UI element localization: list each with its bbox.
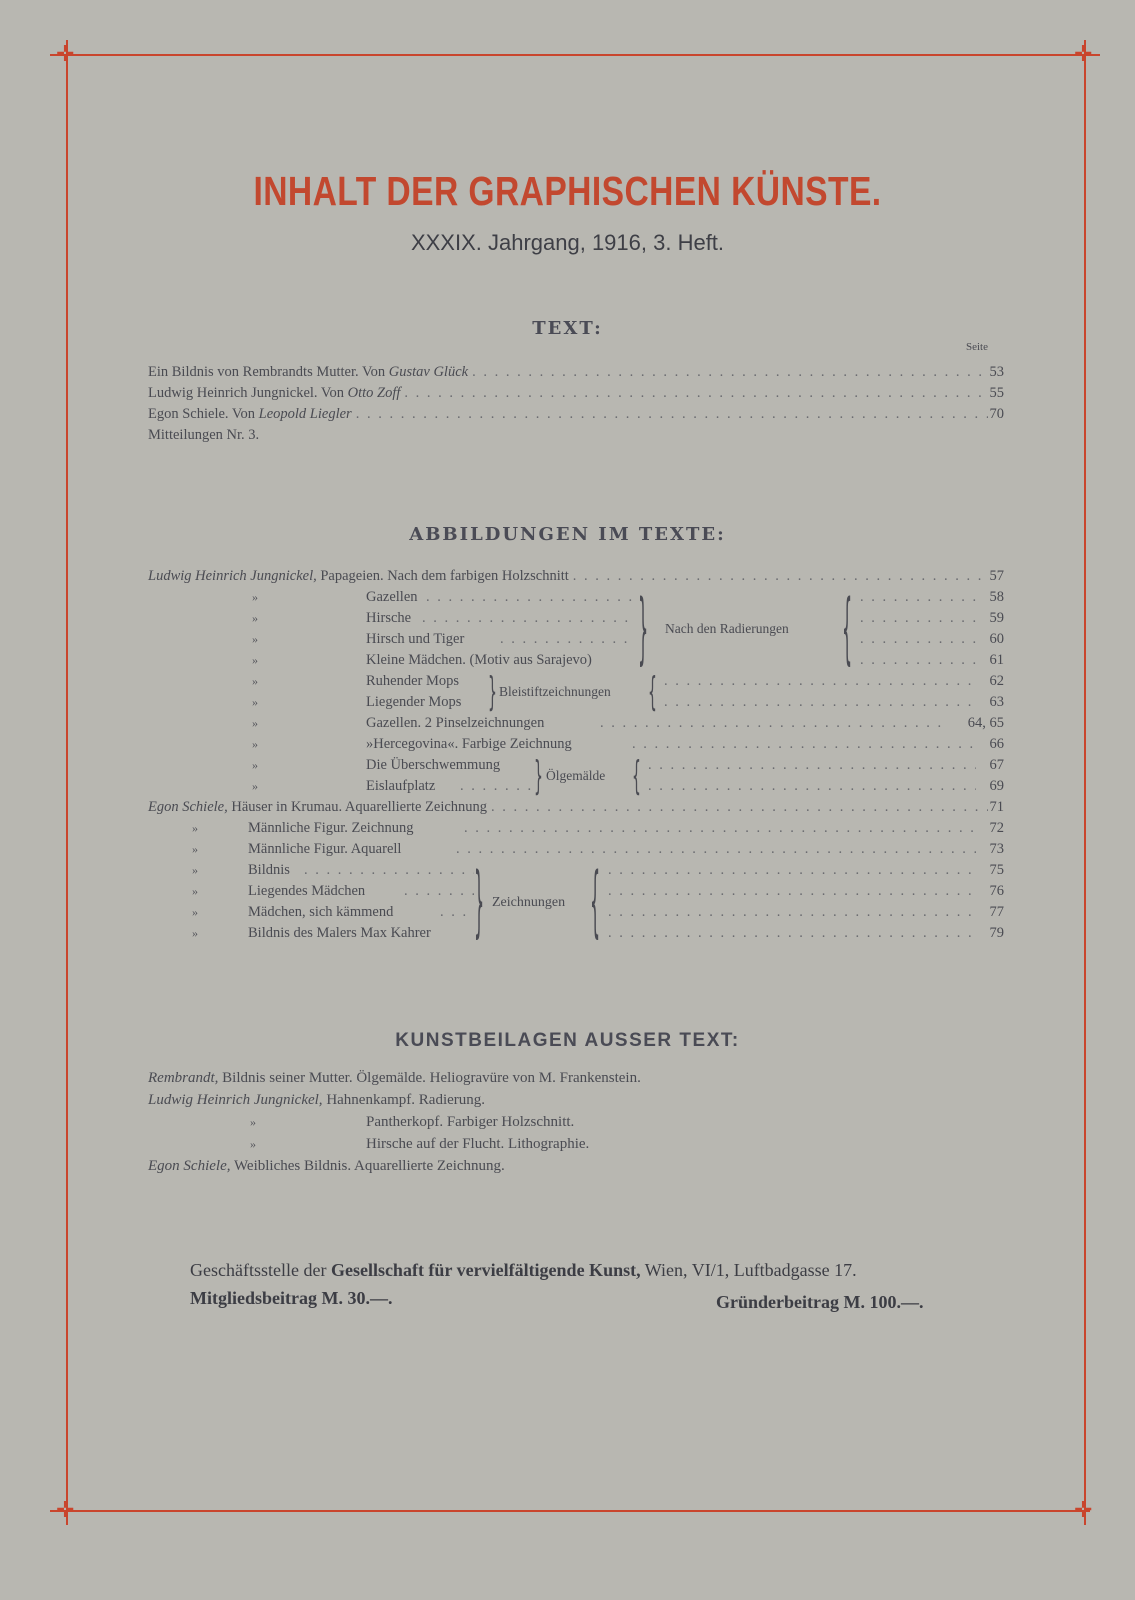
illustration-page: 76 [989,883,1004,899]
ditto-mark: » [250,1137,256,1151]
artist-name: Egon Schiele, [148,1158,231,1174]
illustration-page: 71 [989,799,1004,815]
leader-dots [608,860,976,880]
supplement-entry: Pantherkopf. Farbiger Holzschnitt. [366,1114,575,1130]
leader-dots [608,902,976,922]
ditto-mark: » [192,926,198,940]
toc-entry [148,383,1004,403]
ditto-mark: » [192,905,198,919]
supplement-entry: Hirsche auf der Flucht. Lithographie. [366,1136,590,1152]
illustration-page: 69 [989,778,1004,794]
illustration-title: Häuser in Krumau. Aquarellierte Zeichnung [231,799,488,815]
frame-left [66,40,68,1525]
frame-top [50,54,1100,56]
leader-dots [569,566,988,586]
leader-dots [460,776,532,796]
illustration-title: Gazellen. 2 Pinselzeichnungen [366,715,545,731]
illustration-page: 60 [989,631,1004,647]
illustration-entry [148,797,1004,817]
frame-right [1084,40,1086,1525]
left-brace-icon: { [632,752,641,799]
illustration-title: Bildnis des Malers Max Kahrer [248,925,431,941]
supplement-entry: Ludwig Heinrich Jungnickel, Hahnenkampf. Radierung. [148,1092,486,1108]
leader-dots [487,797,987,817]
ditto-mark: » [252,674,258,688]
corner-ornament-icon: ✛ [1074,42,1093,67]
illustration-title: Hirsch und Tiger [366,631,465,647]
right-brace-icon: } [488,668,497,715]
member-fee: Mitgliedsbeitrag M. 30.—. [190,1288,393,1308]
illustration-page: 72 [989,820,1004,836]
toc-entry [148,362,1004,382]
illustration-title: Liegender Mops [366,694,462,710]
illustration-title: Hirsche [366,610,412,626]
leader-dots [608,881,976,901]
section-heading-text: TEXT: [532,318,603,339]
illustration-page: 64, 65 [967,715,1004,731]
corner-ornament-icon: ✛ [56,42,75,67]
illustration-title: Kleine Mädchen. (Motiv aus Sarajevo) [366,652,592,668]
corner-ornament-icon: ✛ [56,1498,75,1523]
leader-dots [608,923,976,943]
frame-bottom [50,1510,1090,1512]
leader-dots [648,755,976,775]
leader-dots [664,671,976,691]
illustration-page: 75 [989,862,1004,878]
leader-dots [422,608,634,628]
leader-dots [468,362,987,382]
group-label: Nach den Radierungen [665,621,789,636]
illustration-title: Männliche Figur. Zeichnung [248,820,414,836]
leader-dots [456,839,976,859]
leader-dots [404,881,474,901]
illustration-title: Mädchen, sich kämmend [248,904,394,920]
illustration-entry [148,566,1004,586]
group-label: Zeichnungen [492,895,566,910]
ditto-mark: » [252,695,258,709]
left-brace-icon: { [590,853,601,947]
ditto-mark: » [250,1115,256,1129]
illustration-title: Männliche Figur. Aquarell [248,841,402,857]
ditto-mark: » [252,590,258,604]
illustration-page: 59 [989,610,1004,626]
illustration-title: Bildnis [248,862,290,878]
illustration-title: Papageien. Nach dem farbigen Holzschnitt [320,568,569,584]
leader-dots [352,404,988,424]
ditto-mark: » [252,758,258,772]
leader-dots [664,692,976,712]
leader-dots [440,902,474,922]
leader-dots [464,818,976,838]
toc-entry-title: Egon Schiele. Von Leopold Liegler [148,406,352,422]
section-heading-kunstbeilagen: KUNSTBEILAGEN AUSSER TEXT: [395,1030,740,1051]
right-brace-icon: } [638,580,649,674]
supplement-entry: Rembrandt, Bildnis seiner Mutter. Ölgemälde. Heliogravüre von M. Frankenstein. [148,1070,641,1086]
toc-entry-page: 70 [989,406,1004,422]
ditto-mark: » [252,716,258,730]
footer-address: Geschäftsstelle der Gesellschaft für vervielfältigende Kunst, Wien, VI/1, Luftbadgasse 17. [190,1260,857,1280]
toc-entry-title: Mitteilungen Nr. 3. [148,427,260,443]
toc-entry-page: 55 [989,385,1004,401]
illustration-page: 61 [989,652,1004,668]
illustration-page: 57 [989,568,1004,584]
left-brace-icon: { [648,668,657,715]
illustration-page: 58 [989,589,1004,605]
artist-name: Ludwig Heinrich Jungnickel, [148,568,317,584]
ditto-mark: » [252,737,258,751]
illustration-title: »Hercegovina«. Farbige Zeichnung [366,736,572,752]
illustration-page: 63 [989,694,1004,710]
toc-entry-title: Ludwig Heinrich Jungnickel. Von Otto Zoff [148,385,401,401]
leader-dots [500,629,634,649]
toc-entry-title: Ein Bildnis von Rembrandts Mutter. Von Gustav Glück [148,364,469,380]
page-title: INHALT DER GRAPHISCHEN KÜNSTE. [253,168,882,214]
group-label: Ölgemälde [546,768,606,783]
illustration-page: 77 [989,904,1004,920]
toc-entry [148,404,1004,424]
leader-dots [600,713,944,733]
founder-fee: Gründerbeitrag M. 100.—. [716,1292,924,1312]
illustration-title: Gazellen [366,589,418,605]
ditto-mark: » [192,884,198,898]
ditto-mark: » [252,632,258,646]
artist-name: Egon Schiele, [148,799,228,815]
illustration-page: 62 [989,673,1004,689]
ditto-mark: » [252,653,258,667]
seite-label: Seite [966,341,988,353]
leader-dots [400,383,987,403]
left-brace-icon: { [842,580,853,674]
ditto-mark: » [192,842,198,856]
toc-entry-page: 53 [989,364,1004,380]
ditto-mark: » [252,611,258,625]
illustration-page: 79 [989,925,1004,941]
illustration-page: 66 [989,736,1004,752]
right-brace-icon: } [534,752,543,799]
illustration-title: Liegendes Mädchen [248,883,366,899]
illustration-title: Eislaufplatz [366,778,436,794]
leader-dots [648,776,976,796]
leader-dots [632,734,976,754]
ditto-mark: » [192,863,198,877]
leader-dots [304,860,474,880]
illustration-title: Ruhender Mops [366,673,460,689]
illustration-page: 67 [989,757,1004,773]
corner-ornament-icon: ✛ [1074,1498,1093,1523]
ditto-mark: » [192,821,198,835]
right-brace-icon: } [474,853,485,947]
illustration-page: 73 [989,841,1004,857]
illustration-title: Die Überschwemmung [366,757,501,773]
ditto-mark: » [252,779,258,793]
section-heading-abbildungen: ABBILDUNGEN IM TEXTE: [409,524,726,545]
leader-dots [426,587,634,607]
page-subtitle: XXXIX. Jahrgang, 1916, 3. Heft. [410,230,725,255]
group-label: Bleistiftzeichnungen [499,684,611,699]
artist-name: Ludwig Heinrich Jungnickel, [148,1092,323,1108]
supplement-entry: Egon Schiele, Weibliches Bildnis. Aquarellierte Zeichnung. [148,1158,505,1174]
artist-name: Rembrandt, [148,1070,219,1086]
